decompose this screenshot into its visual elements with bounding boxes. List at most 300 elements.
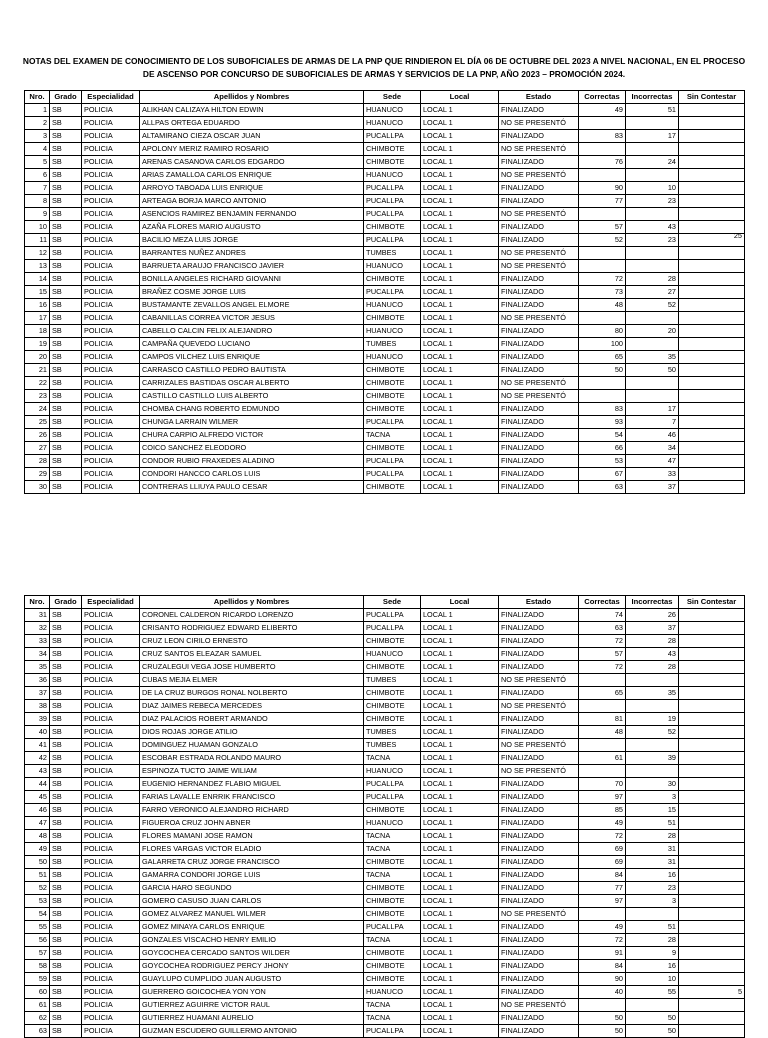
table-cell: CASTILLO CASTILLO LUIS ALBERTO xyxy=(140,390,364,403)
table-cell: PUCALLPA xyxy=(364,609,421,622)
table-cell: BACILIO MEZA LUIS JORGE xyxy=(140,234,364,247)
table-cell: SB xyxy=(50,247,82,260)
table-cell: LOCAL 1 xyxy=(421,908,499,921)
table-cell xyxy=(679,778,745,791)
table-cell xyxy=(679,195,745,208)
table-cell: SB xyxy=(50,934,82,947)
table-cell: 60 xyxy=(25,986,50,999)
table-row xyxy=(25,713,745,726)
table-cell: HUANUCO xyxy=(364,765,421,778)
table-cell xyxy=(626,908,679,921)
table-cell: PUCALLPA xyxy=(364,208,421,221)
table-cell: 23 xyxy=(626,234,679,247)
table-cell: CHIMBOTE xyxy=(364,221,421,234)
table-header xyxy=(25,91,745,104)
table-cell: POLICIA xyxy=(82,442,140,455)
table-cell xyxy=(579,143,626,156)
table-cell: LOCAL 1 xyxy=(421,481,499,494)
table-cell: GOYCOCHEA RODRIGUEZ PERCY JHONY xyxy=(140,960,364,973)
table-cell: POLICIA xyxy=(82,635,140,648)
table-cell: FINALIZADO xyxy=(499,934,579,947)
table-row xyxy=(25,403,745,416)
table-cell: 36 xyxy=(25,674,50,687)
table-cell: CHIMBOTE xyxy=(364,403,421,416)
table-cell: LOCAL 1 xyxy=(421,947,499,960)
table-cell: POLICIA xyxy=(82,221,140,234)
table-cell: DIOS ROJAS JORGE ATILIO xyxy=(140,726,364,739)
table-cell: SB xyxy=(50,429,82,442)
table-cell: 50 xyxy=(25,856,50,869)
table-cell xyxy=(679,635,745,648)
table-cell: 97 xyxy=(579,791,626,804)
table-cell: CHIMBOTE xyxy=(364,895,421,908)
table-cell xyxy=(626,377,679,390)
table-cell: 50 xyxy=(626,364,679,377)
table-cell: PUCALLPA xyxy=(364,622,421,635)
table-cell: NO SE PRESENTÓ xyxy=(499,117,579,130)
table-cell: 80 xyxy=(579,325,626,338)
table-cell: 40 xyxy=(25,726,50,739)
table-cell: FINALIZADO xyxy=(499,947,579,960)
table-cell: 33 xyxy=(626,468,679,481)
table-cell: CONDOR RUBIO FRAXEDES ALADINO xyxy=(140,455,364,468)
table-cell: FINALIZADO xyxy=(499,609,579,622)
table-cell: GOYCOCHEA CERCADO SANTOS WILDER xyxy=(140,947,364,960)
table-cell: 72 xyxy=(579,830,626,843)
table-cell xyxy=(679,700,745,713)
table-cell: 10 xyxy=(25,221,50,234)
table-cell: CARRIZALES BASTIDAS OSCAR ALBERTO xyxy=(140,377,364,390)
table-cell xyxy=(679,856,745,869)
table-cell: LOCAL 1 xyxy=(421,338,499,351)
table-cell: CHIMBOTE xyxy=(364,947,421,960)
table-cell: POLICIA xyxy=(82,481,140,494)
table-cell: SB xyxy=(50,1012,82,1025)
table-cell: PUCALLPA xyxy=(364,468,421,481)
table-cell xyxy=(679,817,745,830)
table-cell: FINALIZADO xyxy=(499,299,579,312)
table-cell: PUCALLPA xyxy=(364,195,421,208)
table-cell: NO SE PRESENTÓ xyxy=(499,208,579,221)
table-cell: COICO SANCHEZ ELEODORO xyxy=(140,442,364,455)
table-cell: POLICIA xyxy=(82,960,140,973)
table-cell: 13 xyxy=(25,260,50,273)
table-cell: CHIMBOTE xyxy=(364,635,421,648)
table-cell: 72 xyxy=(579,934,626,947)
table-cell: 84 xyxy=(579,869,626,882)
table-cell: FINALIZADO xyxy=(499,104,579,117)
table-cell: FINALIZADO xyxy=(499,195,579,208)
table-cell: SB xyxy=(50,986,82,999)
table-cell: SB xyxy=(50,299,82,312)
table-cell: LOCAL 1 xyxy=(421,960,499,973)
table-cell: TUMBES xyxy=(364,739,421,752)
table-cell: SB xyxy=(50,377,82,390)
table-cell: CHIMBOTE xyxy=(364,804,421,817)
table-header xyxy=(25,596,745,609)
table-cell: HUANUCO xyxy=(364,169,421,182)
table-cell: LOCAL 1 xyxy=(421,882,499,895)
table-cell: 65 xyxy=(579,351,626,364)
table-cell: 72 xyxy=(579,273,626,286)
table-cell: DIAZ JAIMES REBECA MERCEDES xyxy=(140,700,364,713)
table-cell: CRUZ SANTOS ELEAZAR SAMUEL xyxy=(140,648,364,661)
table-row xyxy=(25,869,745,882)
table-cell: POLICIA xyxy=(82,908,140,921)
table-row xyxy=(25,947,745,960)
table-cell: FINALIZADO xyxy=(499,234,579,247)
table-row xyxy=(25,882,745,895)
table-cell: 47 xyxy=(626,455,679,468)
table-cell xyxy=(679,908,745,921)
table-cell: FINALIZADO xyxy=(499,791,579,804)
table-row xyxy=(25,247,745,260)
table-cell: 24 xyxy=(626,156,679,169)
table-cell: 23 xyxy=(25,390,50,403)
table-cell: 49 xyxy=(579,817,626,830)
table-cell: FINALIZADO xyxy=(499,830,579,843)
table-cell: SB xyxy=(50,208,82,221)
table-cell xyxy=(679,674,745,687)
table-row xyxy=(25,674,745,687)
stray-value: 25 xyxy=(733,231,742,240)
table-cell: LOCAL 1 xyxy=(421,286,499,299)
table-cell: HUANUCO xyxy=(364,648,421,661)
table-cell: 34 xyxy=(626,442,679,455)
table-cell: 69 xyxy=(579,843,626,856)
table-cell: 52 xyxy=(626,299,679,312)
table-cell: FINALIZADO xyxy=(499,455,579,468)
table-cell: FINALIZADO xyxy=(499,882,579,895)
table-cell: TUMBES xyxy=(364,674,421,687)
table-cell: 20 xyxy=(25,351,50,364)
table-row xyxy=(25,221,745,234)
table-cell xyxy=(679,455,745,468)
table-cell: 25 xyxy=(25,416,50,429)
table-cell: 53 xyxy=(579,455,626,468)
table-cell: FINALIZADO xyxy=(499,635,579,648)
table-cell xyxy=(679,429,745,442)
table-cell: 50 xyxy=(579,1012,626,1025)
table-cell: LOCAL 1 xyxy=(421,804,499,817)
table-cell: POLICIA xyxy=(82,830,140,843)
table-row xyxy=(25,234,745,247)
table-cell: CONTRERAS LLIUYA PAULO CESAR xyxy=(140,481,364,494)
table-cell: POLICIA xyxy=(82,325,140,338)
table-cell: LOCAL 1 xyxy=(421,700,499,713)
table-row xyxy=(25,143,745,156)
table-cell: TUMBES xyxy=(364,726,421,739)
table-cell: 43 xyxy=(25,765,50,778)
table-cell: 33 xyxy=(25,635,50,648)
table-cell: LOCAL 1 xyxy=(421,791,499,804)
table-row xyxy=(25,273,745,286)
table-cell: CRISANTO RODRIGUEZ EDWARD ELIBERTO xyxy=(140,622,364,635)
table-cell: LOCAL 1 xyxy=(421,713,499,726)
table-cell: POLICIA xyxy=(82,622,140,635)
table-cell xyxy=(679,843,745,856)
table-cell: BARRUETA ARAUJO FRANCISCO JAVIER xyxy=(140,260,364,273)
table-cell: POLICIA xyxy=(82,195,140,208)
table-cell xyxy=(679,156,745,169)
table-cell: HUANUCO xyxy=(364,817,421,830)
table-cell: LOCAL 1 xyxy=(421,843,499,856)
table-cell xyxy=(579,312,626,325)
table-cell xyxy=(679,622,745,635)
table-cell: 51 xyxy=(626,817,679,830)
table-cell: FINALIZADO xyxy=(499,895,579,908)
table-cell xyxy=(679,921,745,934)
table-cell: SB xyxy=(50,442,82,455)
table-cell: CHIMBOTE xyxy=(364,312,421,325)
table-row xyxy=(25,104,745,117)
table-cell: 59 xyxy=(25,973,50,986)
table-cell: LOCAL 1 xyxy=(421,117,499,130)
table-cell: SB xyxy=(50,286,82,299)
table-cell: LOCAL 1 xyxy=(421,143,499,156)
column-header: Sede xyxy=(364,596,421,609)
table-row xyxy=(25,687,745,700)
table-cell: 28 xyxy=(626,830,679,843)
table-cell: 37 xyxy=(626,481,679,494)
table-cell: SB xyxy=(50,804,82,817)
table-cell: POLICIA xyxy=(82,973,140,986)
table-row xyxy=(25,726,745,739)
column-header: Especialidad xyxy=(82,596,140,609)
table-row xyxy=(25,622,745,635)
table-cell: 15 xyxy=(25,286,50,299)
table-cell: LOCAL 1 xyxy=(421,455,499,468)
table-cell: SB xyxy=(50,609,82,622)
table-cell: POLICIA xyxy=(82,468,140,481)
table-cell: 16 xyxy=(626,960,679,973)
table-cell: POLICIA xyxy=(82,739,140,752)
table-cell: 28 xyxy=(626,273,679,286)
table-cell: NO SE PRESENTÓ xyxy=(499,739,579,752)
table-cell: 35 xyxy=(25,661,50,674)
table-cell: 52 xyxy=(579,234,626,247)
table-cell: 10 xyxy=(626,182,679,195)
table-cell: PUCALLPA xyxy=(364,182,421,195)
table-cell: HUANUCO xyxy=(364,260,421,273)
table-cell: 17 xyxy=(626,130,679,143)
table-cell: GUERRERO GOICOCHEA YON YON xyxy=(140,986,364,999)
table-cell xyxy=(679,947,745,960)
table-cell xyxy=(626,765,679,778)
table-cell: HUANUCO xyxy=(364,104,421,117)
table-cell: POLICIA xyxy=(82,403,140,416)
table-row xyxy=(25,325,745,338)
table-cell: 76 xyxy=(579,156,626,169)
table-cell: POLICIA xyxy=(82,804,140,817)
table-cell: LOCAL 1 xyxy=(421,312,499,325)
table-cell: LOCAL 1 xyxy=(421,934,499,947)
table-cell: CHIMBOTE xyxy=(364,481,421,494)
table-cell xyxy=(679,377,745,390)
table-cell: POLICIA xyxy=(82,856,140,869)
table-cell: LOCAL 1 xyxy=(421,208,499,221)
table-cell: SB xyxy=(50,700,82,713)
table-cell: LOCAL 1 xyxy=(421,377,499,390)
column-header: Estado xyxy=(499,91,579,104)
table-cell: SB xyxy=(50,843,82,856)
table-cell xyxy=(626,208,679,221)
table-cell: 63 xyxy=(579,481,626,494)
table-cell: CHIMBOTE xyxy=(364,364,421,377)
table-cell: 73 xyxy=(579,286,626,299)
table-cell: POLICIA xyxy=(82,338,140,351)
table-cell: SB xyxy=(50,468,82,481)
table-cell: PUCALLPA xyxy=(364,455,421,468)
table-cell: ESPINOZA TUCTO JAIME WILIAM xyxy=(140,765,364,778)
table-cell: 27 xyxy=(25,442,50,455)
table-cell: SB xyxy=(50,765,82,778)
table-cell: SB xyxy=(50,973,82,986)
table-cell: LOCAL 1 xyxy=(421,674,499,687)
table-cell: LOCAL 1 xyxy=(421,973,499,986)
table-cell: 69 xyxy=(579,856,626,869)
table-cell: 39 xyxy=(626,752,679,765)
results-table-1 xyxy=(24,90,745,494)
table-cell: GAMARRA CONDORI JORGE LUIS xyxy=(140,869,364,882)
table-cell: 27 xyxy=(626,286,679,299)
table-cell: TACNA xyxy=(364,1012,421,1025)
table-row xyxy=(25,351,745,364)
table-cell: LOCAL 1 xyxy=(421,182,499,195)
table-cell xyxy=(579,390,626,403)
table-cell: SB xyxy=(50,234,82,247)
table-cell xyxy=(679,273,745,286)
table-cell: ASENCIOS RAMIREZ BENJAMIN FERNANDO xyxy=(140,208,364,221)
table-cell: HUANUCO xyxy=(364,986,421,999)
table-cell: POLICIA xyxy=(82,609,140,622)
table-cell xyxy=(579,999,626,1012)
table-cell: 40 xyxy=(579,986,626,999)
table-cell xyxy=(679,1025,745,1038)
table-cell: 26 xyxy=(25,429,50,442)
table-cell: FINALIZADO xyxy=(499,687,579,700)
table-cell xyxy=(679,416,745,429)
table-row xyxy=(25,739,745,752)
table-cell: 7 xyxy=(25,182,50,195)
table-cell: CRUZ LEON CIRILO ERNESTO xyxy=(140,635,364,648)
table-cell xyxy=(679,713,745,726)
table-cell: GOMEZ MINAYA CARLOS ENRIQUE xyxy=(140,921,364,934)
table-cell: POLICIA xyxy=(82,208,140,221)
table-cell: 58 xyxy=(25,960,50,973)
table-row xyxy=(25,156,745,169)
table-cell: FINALIZADO xyxy=(499,429,579,442)
table-cell xyxy=(626,312,679,325)
table-cell: SB xyxy=(50,830,82,843)
table-cell: 63 xyxy=(25,1025,50,1038)
table-cell: SB xyxy=(50,156,82,169)
table-row xyxy=(25,442,745,455)
table-cell: FINALIZADO xyxy=(499,364,579,377)
table-cell: FINALIZADO xyxy=(499,442,579,455)
table-cell: POLICIA xyxy=(82,416,140,429)
table-cell: SB xyxy=(50,778,82,791)
table-cell: 28 xyxy=(25,455,50,468)
table-cell xyxy=(679,104,745,117)
table-cell: FINALIZADO xyxy=(499,869,579,882)
table-cell: GUAYLUPO CUMPLIDO JUAN AUGUSTO xyxy=(140,973,364,986)
table-cell: GOMERO CASUSO JUAN CARLOS xyxy=(140,895,364,908)
table-cell: LOCAL 1 xyxy=(421,299,499,312)
table-cell: 55 xyxy=(626,986,679,999)
table-cell: LOCAL 1 xyxy=(421,635,499,648)
table-cell: 51 xyxy=(25,869,50,882)
column-header: Sin Contestar xyxy=(679,91,745,104)
table-cell: ARROYO TABOADA LUIS ENRIQUE xyxy=(140,182,364,195)
table-cell: 37 xyxy=(626,622,679,635)
table-cell: SB xyxy=(50,999,82,1012)
table-cell: SB xyxy=(50,817,82,830)
table-cell: NO SE PRESENTÓ xyxy=(499,377,579,390)
table-cell: LOCAL 1 xyxy=(421,817,499,830)
table-cell: LOCAL 1 xyxy=(421,156,499,169)
table-cell: BARRANTES NUÑEZ ANDRES xyxy=(140,247,364,260)
column-header: Correctas xyxy=(579,91,626,104)
table-cell: 31 xyxy=(25,609,50,622)
column-header: Apellidos y Nombres xyxy=(140,91,364,104)
table-cell: 4 xyxy=(25,143,50,156)
table-cell: FINALIZADO xyxy=(499,843,579,856)
table-cell: FINALIZADO xyxy=(499,804,579,817)
table-cell: 50 xyxy=(626,1012,679,1025)
table-cell: SB xyxy=(50,221,82,234)
table-cell: GUZMAN ESCUDERO GUILLERMO ANTONIO xyxy=(140,1025,364,1038)
table-cell: FLORES VARGAS VICTOR ELADIO xyxy=(140,843,364,856)
table-row xyxy=(25,817,745,830)
table-cell: 54 xyxy=(579,429,626,442)
table-cell: FIGUEROA CRUZ JOHN ABNER xyxy=(140,817,364,830)
table-cell: 63 xyxy=(579,622,626,635)
table-cell: SB xyxy=(50,947,82,960)
table-cell xyxy=(679,351,745,364)
table-cell: SB xyxy=(50,856,82,869)
table-cell: 37 xyxy=(25,687,50,700)
table-cell: CHIMBOTE xyxy=(364,156,421,169)
table-cell: SB xyxy=(50,416,82,429)
table-cell xyxy=(679,960,745,973)
table-cell: LOCAL 1 xyxy=(421,765,499,778)
table-cell: 91 xyxy=(579,947,626,960)
table-cell: SB xyxy=(50,1025,82,1038)
table-cell: NO SE PRESENTÓ xyxy=(499,260,579,273)
table-cell: TACNA xyxy=(364,830,421,843)
table-cell: 57 xyxy=(25,947,50,960)
table-cell xyxy=(679,869,745,882)
table-cell: TACNA xyxy=(364,869,421,882)
table-cell: FINALIZADO xyxy=(499,325,579,338)
table-cell: ALTAMIRANO CIEZA OSCAR JUAN xyxy=(140,130,364,143)
table-cell xyxy=(679,247,745,260)
table-cell: 46 xyxy=(626,429,679,442)
table-cell: POLICIA xyxy=(82,661,140,674)
table-row xyxy=(25,635,745,648)
table-cell: 11 xyxy=(25,234,50,247)
table-cell xyxy=(679,325,745,338)
table-cell: POLICIA xyxy=(82,455,140,468)
table-cell: 51 xyxy=(626,921,679,934)
table-cell: POLICIA xyxy=(82,130,140,143)
table-cell: LOCAL 1 xyxy=(421,429,499,442)
table-cell: LOCAL 1 xyxy=(421,195,499,208)
table-cell: 23 xyxy=(626,882,679,895)
table-cell: CHIMBOTE xyxy=(364,960,421,973)
table-cell: FINALIZADO xyxy=(499,416,579,429)
